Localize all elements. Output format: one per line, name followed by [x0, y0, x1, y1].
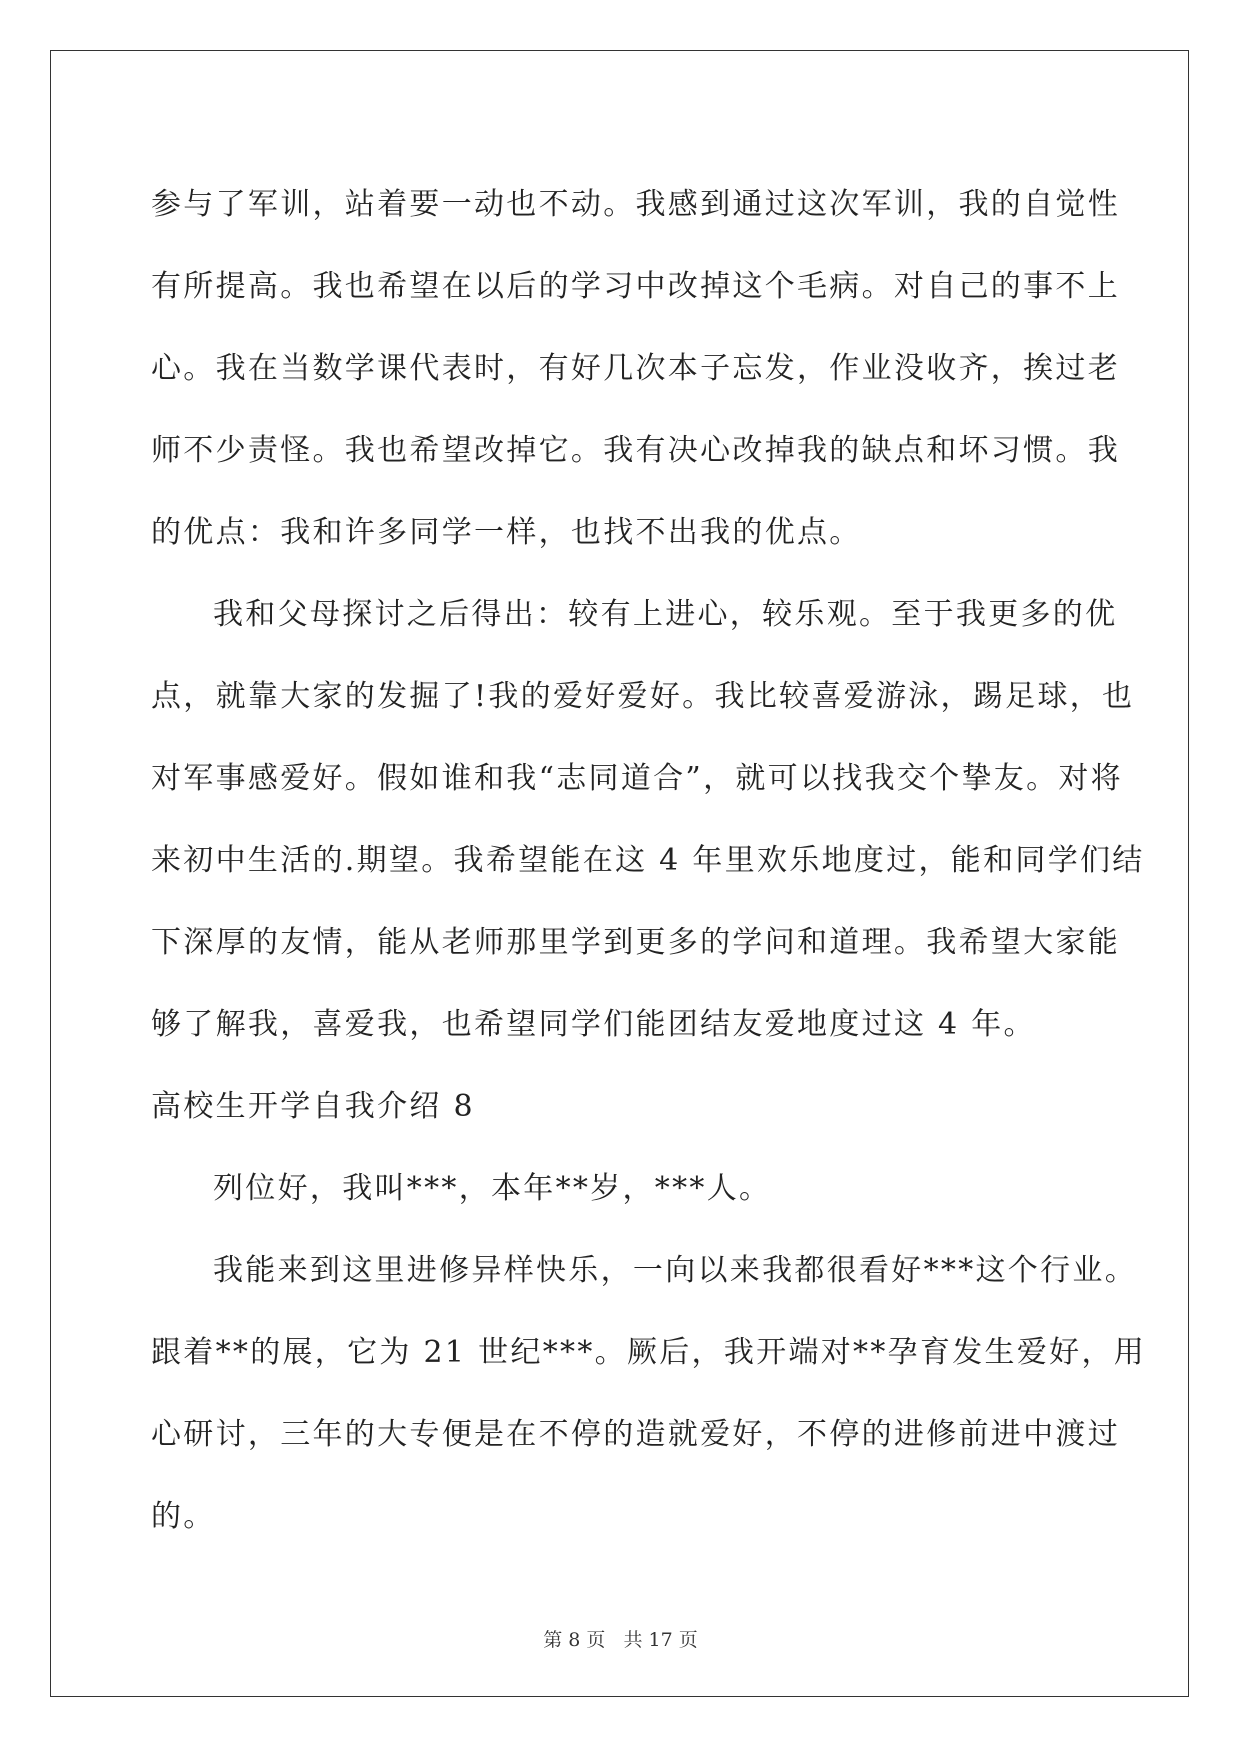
text-line: 够了解我，喜爱我，也希望同学们能团结友爱地度过这 4 年。 — [151, 1007, 1036, 1042]
section-heading: 高校生开学自我介绍 8 — [151, 1089, 475, 1124]
page-total: 共 17 页 — [623, 1629, 698, 1651]
text-line: 对军事感爱好。假如谁和我“志同道合”，就可以找我交个挚友。对将 — [151, 761, 1123, 796]
text-line: 师不少责怪。我也希望改掉它。我有决心改掉我的缺点和坏习惯。我 — [151, 433, 1120, 468]
text-line: 心研讨，三年的大专便是在不停的造就爱好，不停的进修前进中渡过 — [151, 1417, 1120, 1452]
text-line: 来初中生活的.期望。我希望能在这 4 年里欢乐地度过，能和同学们结 — [151, 843, 1145, 878]
text-line: 心。我在当数学课代表时，有好几次本子忘发，作业没收齐，挨过老 — [151, 351, 1120, 386]
text-line: 的优点：我和许多同学一样，也找不出我的优点。 — [151, 515, 862, 550]
text-line: 点，就靠大家的发掘了!我的爱好爱好。我比较喜爱游泳，踢足球，也 — [151, 679, 1135, 714]
text-line: 我和父母探讨之后得出：较有上进心，较乐观。至于我更多的优 — [213, 597, 1118, 632]
page-number: 第 8 页 — [543, 1629, 606, 1651]
text-line: 下深厚的友情，能从老师那里学到更多的学问和道理。我希望大家能 — [151, 925, 1120, 960]
document-body — [151, 164, 1147, 1558]
text-line: 有所提高。我也希望在以后的学习中改掉这个毛病。对自己的事不上 — [151, 269, 1120, 304]
text-line: 的。 — [151, 1499, 216, 1534]
text-line: 参与了军训，站着要一动也不动。我感到通过这次军训，我的自觉性 — [151, 187, 1120, 222]
text-line: 跟着**的展，它为 21 世纪***。厥后，我开端对**孕育发生爱好，用 — [151, 1335, 1147, 1370]
text-line: 我能来到这里进修异样快乐，一向以来我都很看好***这个行业。 — [213, 1253, 1137, 1288]
text-line: 列位好，我叫***，本年**岁，***人。 — [213, 1171, 772, 1206]
page-footer — [0, 1625, 1241, 1652]
